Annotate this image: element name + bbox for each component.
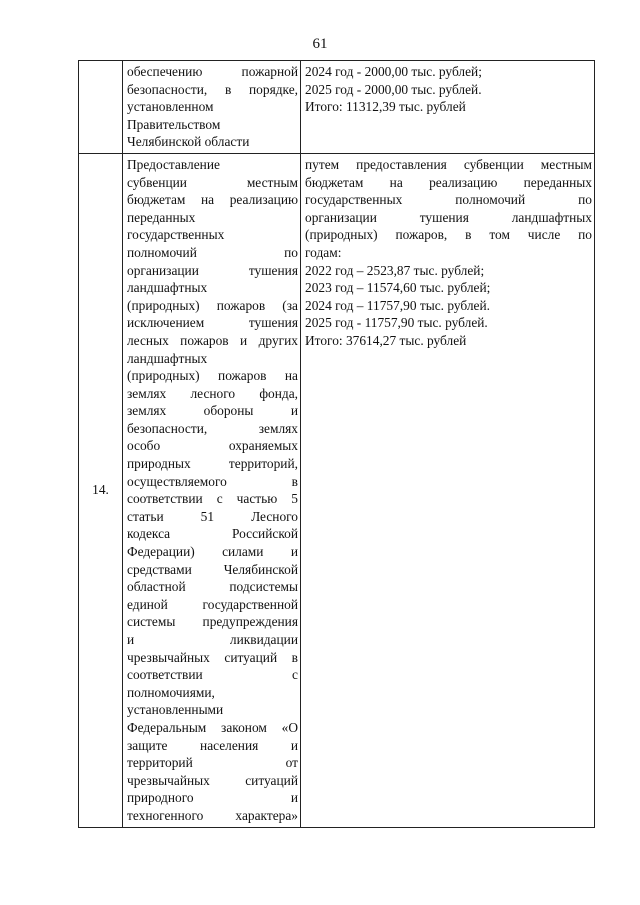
text-line: соответствии с (127, 667, 298, 683)
text-line: соответствии с частью 5 (127, 491, 298, 507)
text-line: природных территорий, (127, 456, 298, 472)
text-line: Итого: 11312,39 тыс. рублей (305, 99, 466, 115)
text-line: природного и (127, 790, 298, 806)
text-line: (природных) пожаров на (127, 368, 298, 384)
text-line: полномочиями, (127, 684, 215, 700)
text-line: землях обороны и (127, 403, 298, 419)
text-line: средствами Челябинской (127, 561, 298, 577)
text-line: 2024 год – 11757,90 тыс. рублей. (305, 297, 491, 313)
text-line: 2025 год - 11757,90 тыс. рублей. (305, 315, 488, 331)
text-line: (природных) пожаров, в том числе по (305, 227, 592, 243)
measure-description-cell (123, 61, 301, 154)
text-line: лесных пожаров и других (127, 332, 298, 348)
text-line: государственных полномочий по (305, 192, 592, 208)
text-line: осуществляемого в (127, 473, 298, 489)
text-line: безопасности, землях (127, 420, 298, 436)
text-line: единой государственной (127, 596, 298, 612)
text-line: Федерации) силами и (127, 544, 298, 560)
text-line: ландшафтных (127, 350, 208, 366)
program-table (78, 60, 595, 828)
table-body (79, 61, 595, 828)
row-number-cell (79, 61, 123, 154)
text-line: организации тушения (127, 262, 298, 278)
text-line: полномочий по (127, 244, 298, 260)
text-line: системы предупреждения (127, 614, 298, 630)
text-line: Федеральным законом «О (127, 719, 298, 735)
text-line: обеспечению пожарной (127, 64, 298, 79)
text-line: установленном (127, 99, 214, 115)
funding-cell (301, 61, 595, 154)
text-line: землях лесного фонда, (127, 385, 298, 401)
text-line: чрезвычайных ситуаций в (127, 649, 298, 665)
text-line: 2025 год - 2000,00 тыс. рублей. (305, 81, 482, 97)
text-line: 2022 год – 2523,87 тыс. рублей; (305, 262, 485, 278)
text-line: 2024 год - 2000,00 тыс. рублей; (305, 64, 482, 79)
text-line: Предоставление (127, 156, 220, 172)
table-row (79, 153, 595, 827)
text-line: статьи 51 Лесного (127, 508, 298, 524)
text-line: ландшафтных (127, 280, 208, 296)
text-line: областной подсистемы (127, 579, 298, 595)
text-line: бюджетам на реализацию переданных (305, 174, 592, 190)
text-line: годам: (305, 244, 342, 260)
text-line: Итого: 37614,27 тыс. рублей (305, 332, 467, 348)
text-line: кодекса Российской (127, 526, 298, 542)
text-line: Челябинской области (127, 134, 250, 150)
text-line: бюджетам на реализацию (127, 192, 298, 208)
text-line: чрезвычайных ситуаций (127, 772, 298, 788)
measure-description-cell (123, 153, 301, 827)
row-number-cell: 14. (79, 153, 123, 827)
text-line: установленными (127, 702, 224, 718)
text-line: 2023 год – 11574,60 тыс. рублей; (305, 280, 491, 296)
text-line: (природных) пожаров (за (127, 297, 298, 313)
text-line: безопасности, в порядке, (127, 81, 298, 97)
text-line: субвенции местным (127, 174, 298, 190)
text-line: исключением тушения (127, 315, 298, 331)
page-number: 61 (312, 36, 328, 52)
text-line: путем предоставления субвенции местным (305, 156, 592, 172)
funding-cell (301, 153, 595, 827)
text-line: и ликвидации (127, 632, 298, 647)
text-line: организации тушения ландшафтных (305, 209, 592, 225)
text-line: Правительством (127, 116, 221, 132)
text-line: государственных (127, 227, 225, 243)
text-line: переданных (127, 209, 196, 225)
text-line: техногенного характера» (127, 807, 298, 823)
text-line: защите населения и (127, 737, 298, 753)
text-line: особо охраняемых (127, 438, 298, 454)
table-row (79, 61, 595, 154)
text-line: территорий от (127, 755, 298, 771)
